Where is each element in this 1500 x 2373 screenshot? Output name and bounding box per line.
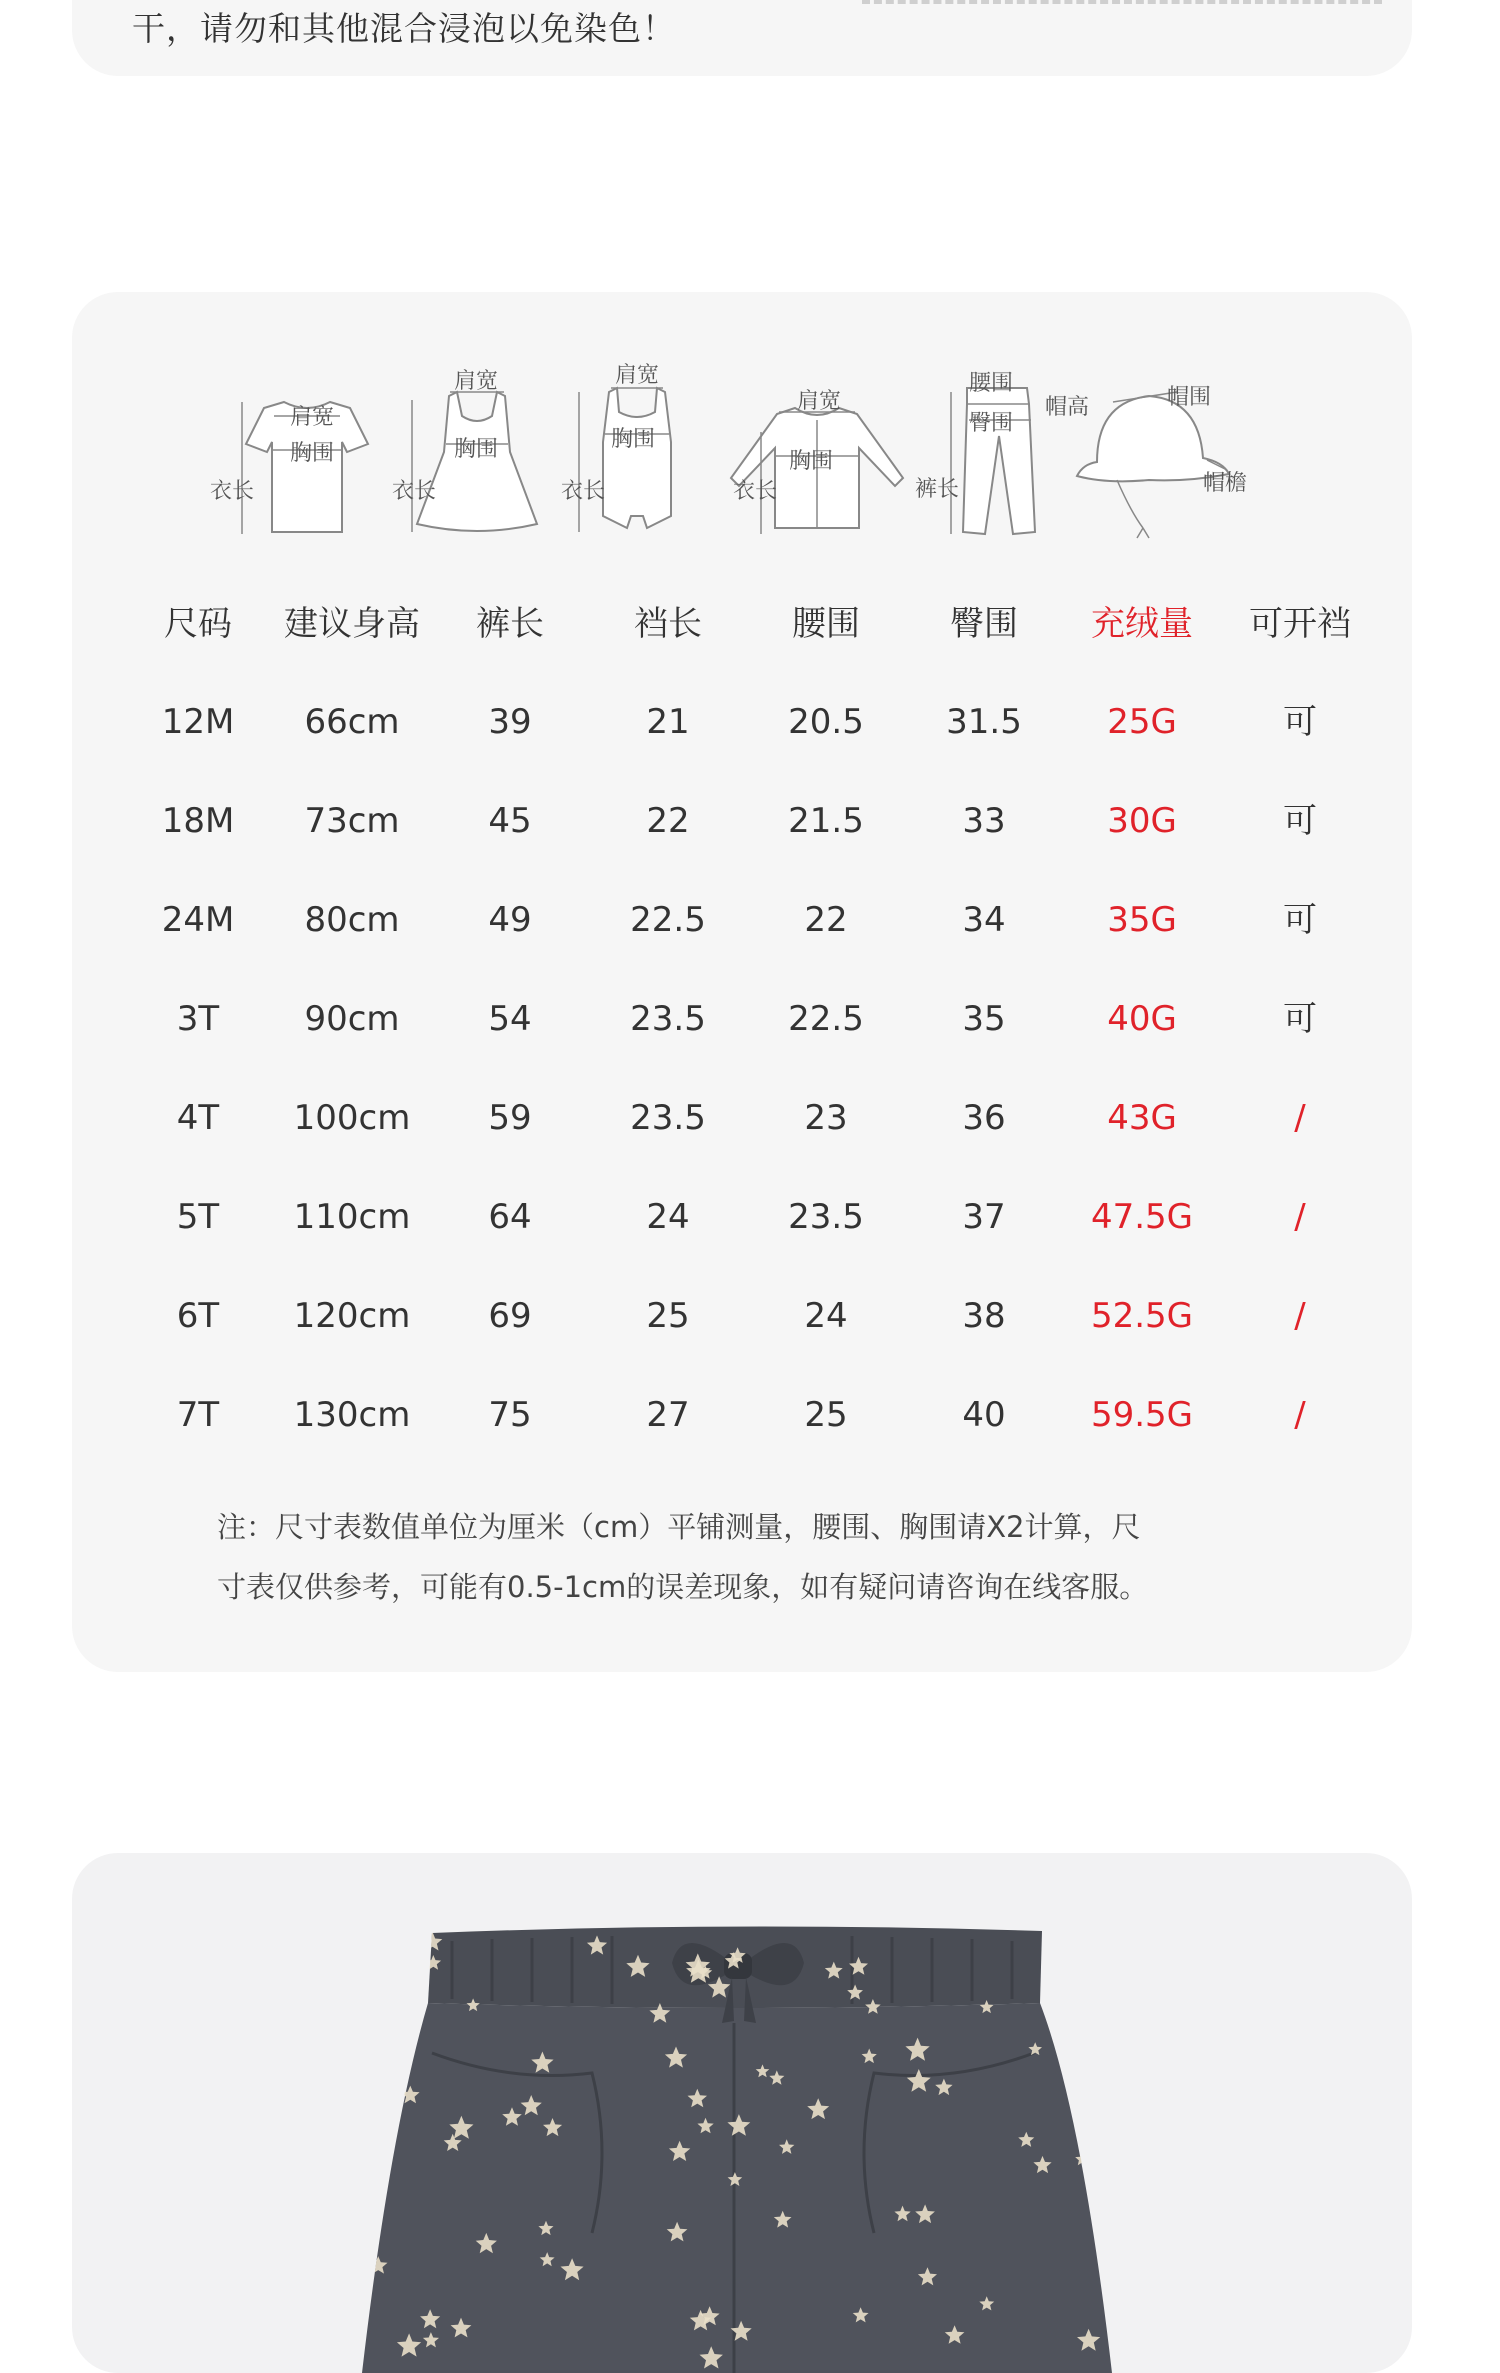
table-cell: 130cm bbox=[293, 1395, 411, 1435]
table-cell: / bbox=[1294, 1197, 1306, 1237]
product-photo-card bbox=[72, 1853, 1412, 2373]
table-cell: 12M bbox=[161, 702, 235, 742]
length-label: 衣长 bbox=[561, 479, 606, 504]
table-cell: 4T bbox=[176, 1098, 220, 1138]
table-cell: 40G bbox=[1107, 999, 1177, 1039]
table-row bbox=[72, 989, 1412, 1049]
chest-label: 胸围 bbox=[454, 437, 499, 462]
table-cell: 21.5 bbox=[788, 801, 864, 841]
table-cell: 100cm bbox=[293, 1098, 411, 1138]
table-cell: 59.5G bbox=[1090, 1395, 1194, 1435]
table-cell: 31.5 bbox=[946, 702, 1022, 742]
table-cell: 110cm bbox=[293, 1197, 411, 1237]
size-note-line-2: 寸表仅供参考，可能有0.5-1cm的误差现象，如有疑问请咨询在线客服。 bbox=[217, 1570, 1149, 1604]
table-cell: 6T bbox=[176, 1296, 220, 1336]
length-label: 衣长 bbox=[733, 479, 778, 504]
table-cell: 25 bbox=[804, 1395, 848, 1435]
star-icon bbox=[1093, 2121, 1109, 2136]
header-down-fill: 充绒量 bbox=[1091, 604, 1193, 644]
hat-brim-label: 帽檐 bbox=[1203, 471, 1248, 496]
size-note-line-1: 注：尺寸表数值单位为厘米（cm）平铺测量，腰围、胸围请X2计算，尺 bbox=[217, 1510, 1141, 1544]
header-size: 尺码 bbox=[164, 604, 232, 644]
shoulder-label: 肩宽 bbox=[615, 363, 660, 388]
table-row bbox=[72, 692, 1412, 752]
header-rise: 裆长 bbox=[634, 604, 702, 644]
romper-diagram bbox=[561, 352, 707, 592]
dress-diagram bbox=[392, 352, 552, 592]
table-cell: 39 bbox=[488, 702, 532, 742]
dashed-divider bbox=[862, 0, 1382, 4]
star-icon bbox=[1070, 2066, 1088, 2084]
table-cell: 27 bbox=[646, 1395, 690, 1435]
table-row bbox=[72, 890, 1412, 950]
table-cell: 24 bbox=[646, 1197, 690, 1237]
chest-label: 胸围 bbox=[290, 441, 335, 466]
table-cell: 3T bbox=[176, 999, 220, 1039]
table-row bbox=[72, 1385, 1412, 1445]
table-cell: 18M bbox=[161, 801, 235, 841]
table-cell: 37 bbox=[962, 1197, 1006, 1237]
hat-height-label: 帽高 bbox=[1045, 395, 1090, 420]
table-cell: 54 bbox=[488, 999, 532, 1039]
table-cell: 52.5G bbox=[1090, 1296, 1194, 1336]
size-chart-card bbox=[72, 292, 1412, 1672]
star-print-pants-icon bbox=[72, 1853, 1412, 2373]
table-cell: 47.5G bbox=[1090, 1197, 1194, 1237]
table-row bbox=[72, 1088, 1412, 1148]
tshirt-diagram bbox=[212, 352, 392, 592]
table-cell: 可 bbox=[1283, 801, 1317, 841]
table-cell: 49 bbox=[488, 900, 532, 940]
care-instructions-card bbox=[72, 0, 1412, 76]
table-cell: 22.5 bbox=[788, 999, 864, 1039]
table-cell: 43G bbox=[1107, 1098, 1177, 1138]
table-cell: 66cm bbox=[304, 702, 400, 742]
table-cell: 40 bbox=[962, 1395, 1006, 1435]
table-cell: 59 bbox=[488, 1098, 532, 1138]
table-cell: 可 bbox=[1283, 999, 1317, 1039]
length-label: 衣长 bbox=[392, 479, 437, 504]
table-cell: 24M bbox=[161, 900, 235, 940]
table-cell: 25G bbox=[1107, 702, 1177, 742]
header-waist: 腰围 bbox=[792, 604, 860, 644]
jacket-diagram bbox=[717, 352, 917, 592]
table-cell: 80cm bbox=[304, 900, 400, 940]
table-cell: 5T bbox=[176, 1197, 220, 1237]
table-cell: 20.5 bbox=[788, 702, 864, 742]
length-label: 衣长 bbox=[210, 479, 255, 504]
hip-label: 臀围 bbox=[969, 411, 1014, 436]
star-icon bbox=[367, 2081, 387, 2100]
table-cell: 22 bbox=[804, 900, 848, 940]
table-cell: 22.5 bbox=[630, 900, 706, 940]
table-cell: 25 bbox=[646, 1296, 690, 1336]
table-cell: 69 bbox=[488, 1296, 532, 1336]
waist-label: 腰围 bbox=[969, 371, 1014, 396]
shoulder-label: 肩宽 bbox=[454, 369, 499, 394]
star-icon bbox=[1093, 2201, 1116, 2223]
table-row bbox=[72, 791, 1412, 851]
table-cell: 23.5 bbox=[630, 1098, 706, 1138]
table-cell: 120cm bbox=[293, 1296, 411, 1336]
tshirt-icon bbox=[212, 352, 392, 592]
table-cell: 24 bbox=[804, 1296, 848, 1336]
table-cell: 73cm bbox=[304, 801, 400, 841]
star-icon bbox=[381, 2066, 398, 2083]
table-cell: 64 bbox=[488, 1197, 532, 1237]
table-cell: 23.5 bbox=[788, 1197, 864, 1237]
table-cell: 38 bbox=[962, 1296, 1006, 1336]
header-open-crotch: 可开裆 bbox=[1249, 604, 1351, 644]
measurement-diagrams bbox=[212, 352, 1362, 592]
table-cell: 36 bbox=[962, 1098, 1006, 1138]
chest-label: 胸围 bbox=[789, 449, 834, 474]
shoulder-label: 肩宽 bbox=[797, 389, 842, 414]
table-cell: / bbox=[1294, 1296, 1306, 1336]
header-hip: 臀围 bbox=[950, 604, 1018, 644]
pants-diagram bbox=[915, 352, 1047, 592]
table-cell: / bbox=[1294, 1098, 1306, 1138]
table-cell: 可 bbox=[1283, 900, 1317, 940]
size-note bbox=[217, 1497, 1337, 1617]
table-cell: 35G bbox=[1107, 900, 1177, 940]
table-cell: 33 bbox=[962, 801, 1006, 841]
table-cell: 23 bbox=[804, 1098, 848, 1138]
length-label: 裤长 bbox=[915, 477, 960, 502]
table-cell: 21 bbox=[646, 702, 690, 742]
care-instruction-text: 干，请勿和其他混合浸泡以免染色！ bbox=[132, 9, 676, 48]
table-cell: 75 bbox=[488, 1395, 532, 1435]
table-cell: / bbox=[1294, 1395, 1306, 1435]
table-row bbox=[72, 1286, 1412, 1346]
table-cell: 30G bbox=[1107, 801, 1177, 841]
table-cell: 35 bbox=[962, 999, 1006, 1039]
table-cell: 7T bbox=[176, 1395, 220, 1435]
table-row bbox=[72, 1187, 1412, 1247]
shoulder-label: 肩宽 bbox=[290, 405, 335, 430]
table-cell: 90cm bbox=[304, 999, 400, 1039]
table-cell: 23.5 bbox=[630, 999, 706, 1039]
header-pants-length: 裤长 bbox=[476, 604, 544, 644]
size-table-header bbox=[72, 594, 1412, 654]
table-cell: 22 bbox=[646, 801, 690, 841]
chest-label: 胸围 bbox=[611, 427, 656, 452]
hat-circumference-label: 帽围 bbox=[1167, 385, 1212, 410]
hat-diagram bbox=[1045, 352, 1257, 592]
table-cell: 45 bbox=[488, 801, 532, 841]
header-height: 建议身高 bbox=[284, 604, 420, 644]
table-cell: 可 bbox=[1283, 702, 1317, 742]
table-cell: 34 bbox=[962, 900, 1006, 940]
star-icon bbox=[1097, 2215, 1112, 2229]
